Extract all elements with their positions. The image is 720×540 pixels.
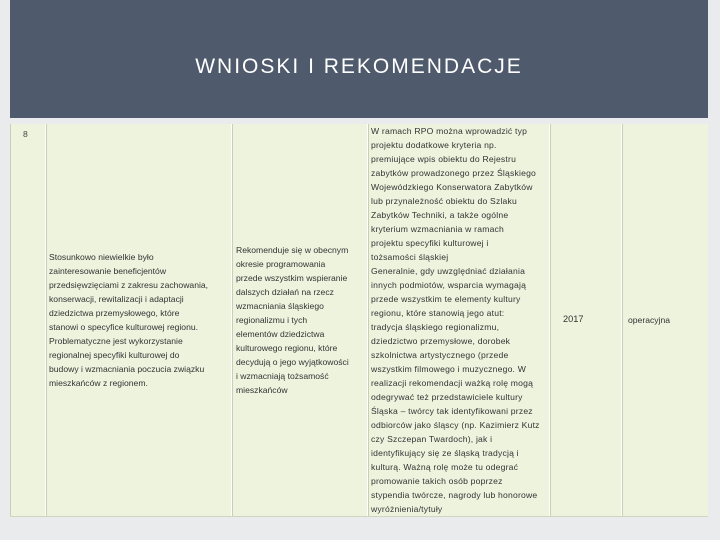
cell-recommendation [232, 124, 368, 516]
cell-type [622, 124, 708, 516]
slide-header [10, 0, 708, 118]
cell-number [10, 124, 46, 516]
cell-finding [46, 124, 232, 516]
recommendation-text: Rekomenduje się w obecnym okresie programowania przede wszystkim wspieranie dalszych działań na rzecz wzmacniania śląskiego regionalizmu i tych elementów dziedzictwa kulturowego regionu, które decydują o jego wyjątkowości i wzmacniają tożsamość mieszkańców [236, 245, 349, 395]
row-number: 8 [23, 129, 28, 139]
table-bottom-border [10, 516, 708, 517]
implementation-text: W ramach RPO można wprowadzić typ projektu dodatkowe kryteria np. premiujące wpis obiektu do Rejestru zabytków prowadzonego przez Śląskiego Wojewódzkiego Konserwatora Zabytków lub przynależność obiektu do Szlaku Zabytków Techniki, a także ogólne kryterium wzmacniania w ramach projektu specyfiki kulturowej i tożsamości śląskiej Generalnie, gdy uwzględniać działania innych podmiotów, wsparcia wymagają przede wszystkim te elementy kultury regionu, które stanowią jego atut: tradycja śląskiego regionalizmu, dziedzictwo przemysłowe, dorobek szkolnictwa artystycznego (przede wszystkim filmowego i muzycznego. W realizacji rekomendacji ważką rolę mogą odegrywać też przedstawiciele kultury Śląska – twórcy tak identyfikowani przez odbiorców jako śląscy (np. Kazimierz Kutz czy Szczepan Twardoch), jak i identyfikujący się ze śląską tradycją i kulturą. Ważną rolę może tu odegrać promowanie takich osób poprzez stypendia twórcze, nagrody lub honorowe wyróżnienia/tytuły [371, 126, 540, 514]
finding-text: Stosunkowo niewielkie było zainteresowanie beneficjentów przedsięwzięciami z zakresu zachowania, konserwacji, rewitalizacji i adaptacji dziedzictwa przemysłowego, które stanowi o specyfice kulturowej regionu. Problematyczne jest wykorzystanie regionalnej specyfiki kulturowej do budowy i wzmacniania poczucia związku mieszkańców z regionem. [49, 252, 209, 388]
type-text: operacyjna [628, 315, 671, 325]
cell-implementation [368, 124, 550, 516]
cell-year [550, 124, 622, 516]
page-title: WNIOSKI I REKOMENDACJE [195, 55, 523, 78]
recommendations-table [10, 124, 708, 516]
year-text: 2017 [563, 314, 584, 325]
